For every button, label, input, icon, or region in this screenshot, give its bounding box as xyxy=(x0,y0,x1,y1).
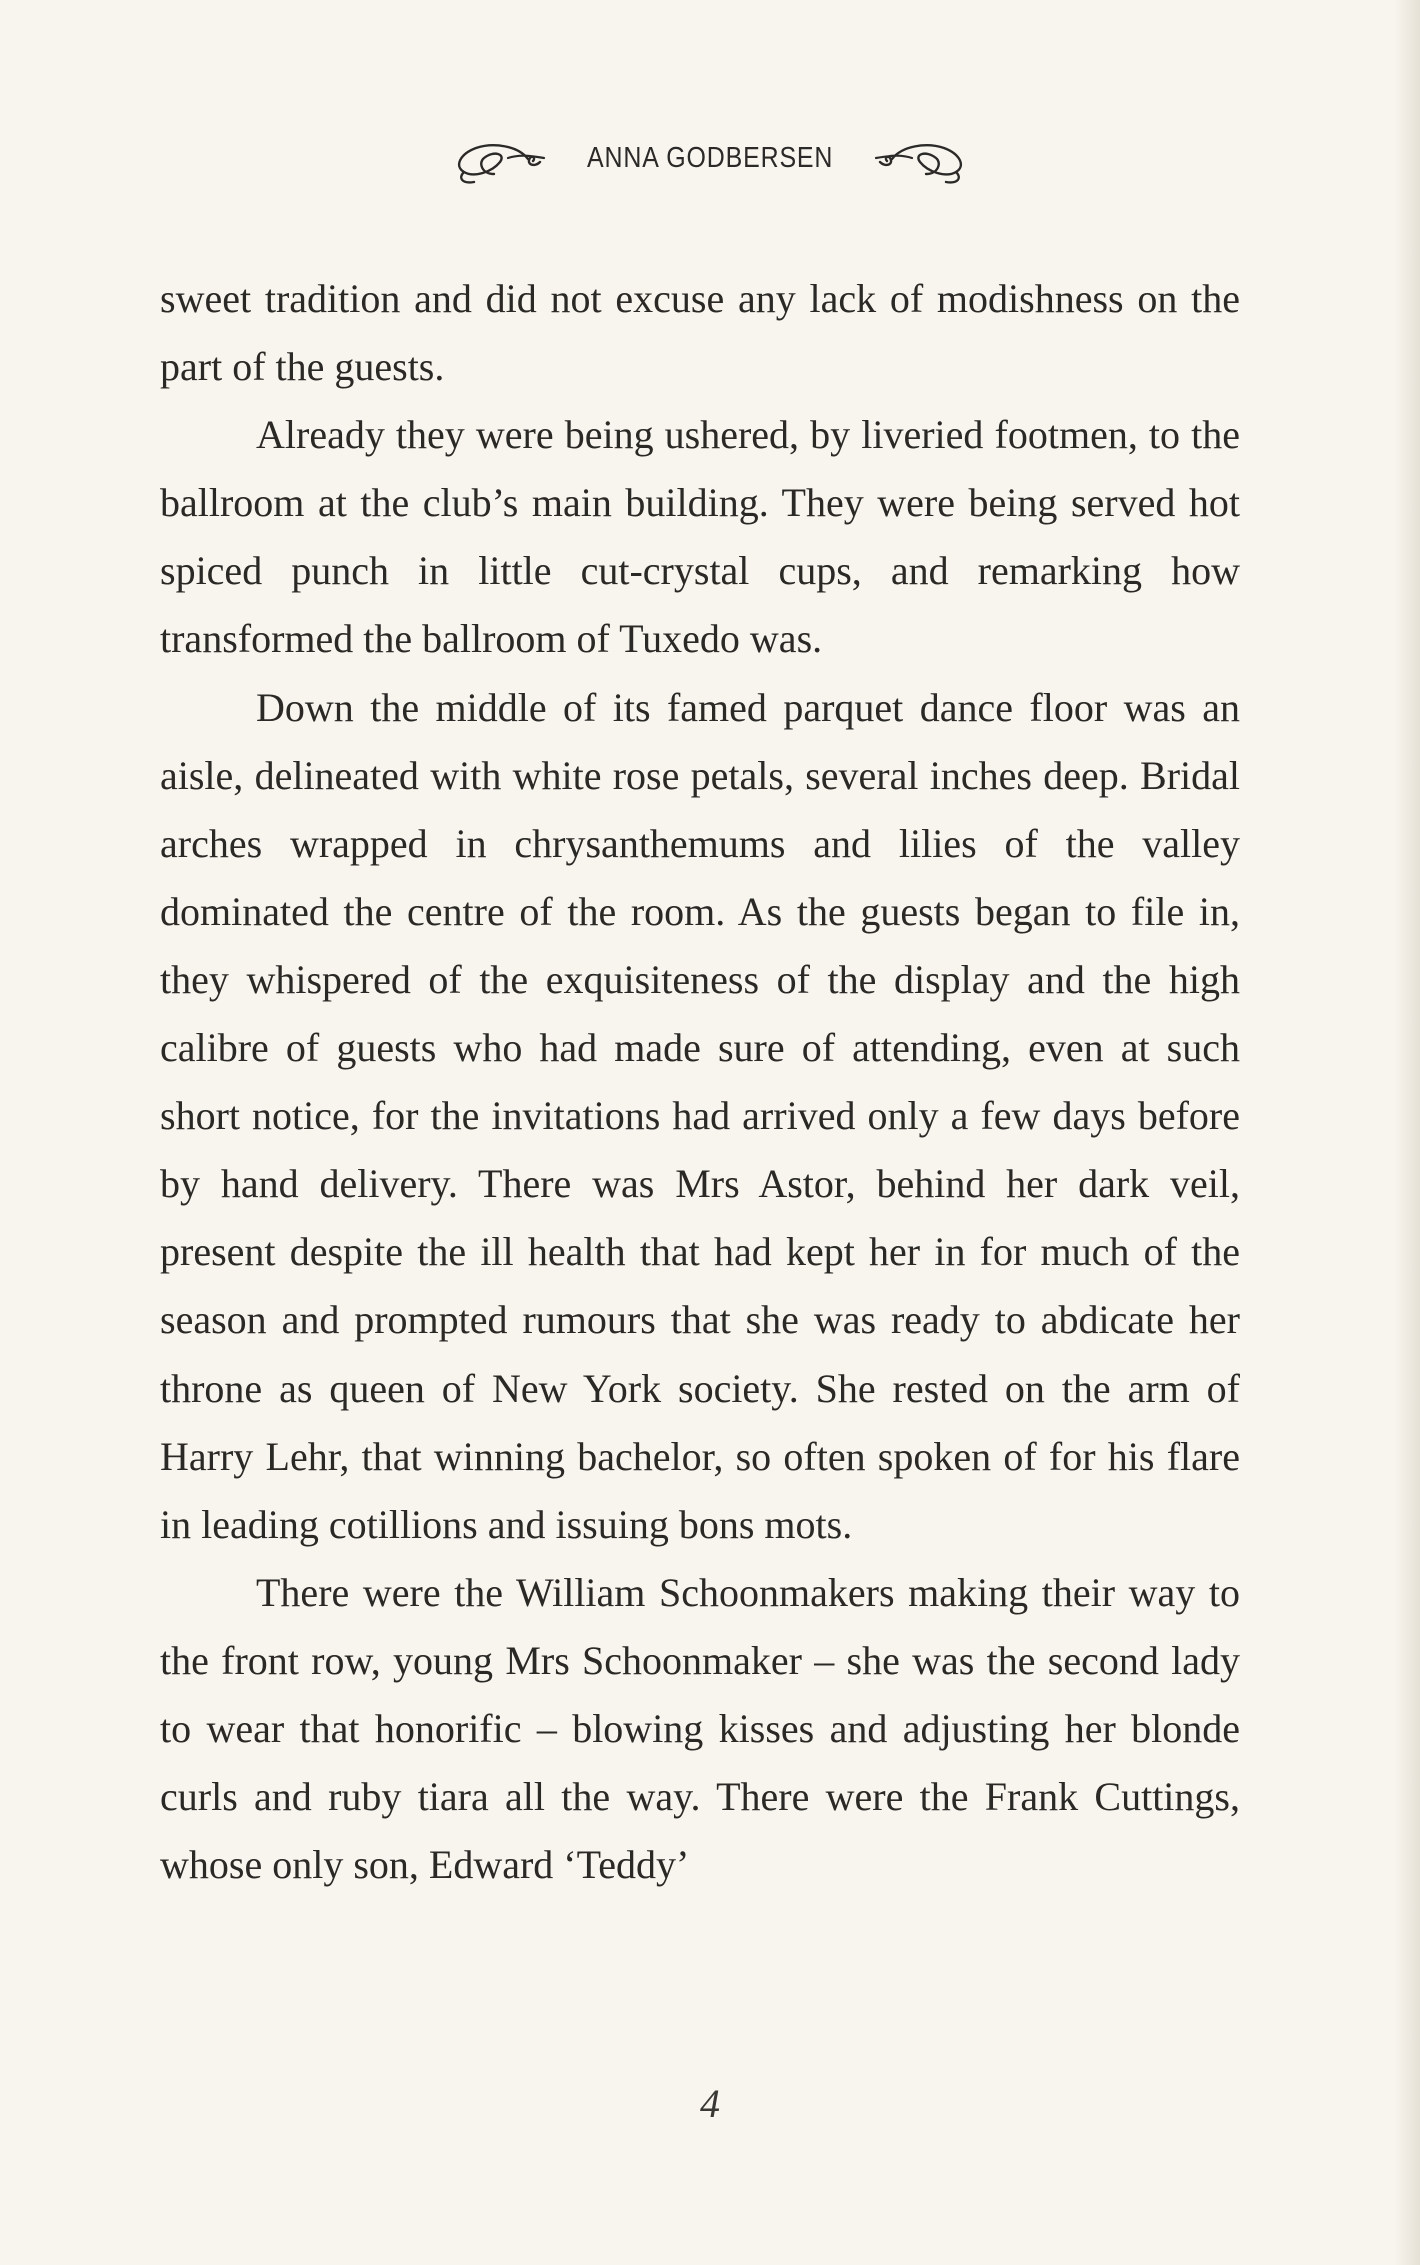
paragraph-1: sweet tradition and did not excuse any lack of modishness on the part of the guests. xyxy=(160,276,1240,390)
flourish-ornament-left-icon xyxy=(448,128,553,188)
running-header xyxy=(0,118,1420,198)
paragraph-4: There were the William Schoonmakers making their way to the front row, young Mrs Schoonmaker – she was the second lady to wear that honorific – blowing kisses and adjusting her blonde curls and ruby tiara all the way. There were the Frank Cuttings, whose only son, Edward ‘Teddy’ xyxy=(160,1569,1240,1888)
paragraph-2: Already they were being ushered, by liveried footmen, to the ballroom at the club’s main building. They were being served hot spiced punch in little cut-crystal cups, and remarking how transformed the ballroom of Tuxedo was. xyxy=(160,412,1240,662)
page-number: 4 xyxy=(700,2081,720,2126)
page-edge-shadow xyxy=(1394,0,1420,2265)
paragraph-3: Down the middle of its famed parquet dance floor was an aisle, delineated with white rose petals, several inches deep. Bridal arches wrapped in chrysanthemums and lilies of the valley dominated the centre of the room. As the guests began to file in, they whispered of the exquisiteness of the display and the high calibre of guests who had made sure of attending, even at such short notice, for the invitations had arrived only a few days before by hand delivery. There was Mrs Astor, behind her dark veil, present despite the ill health that had kept her in for much of the season and prompted rumours that she was ready to abdicate her throne as queen of New York society. She rested on the arm of Harry Lehr, that winning bachelor, so often spoken of for his flare in leading cotillions and issuing bons mots. xyxy=(160,684,1240,1547)
running-title: ANNA GODBERSEN xyxy=(586,141,834,174)
flourish-ornament-right-icon xyxy=(867,128,972,188)
body-text xyxy=(160,265,1240,1899)
